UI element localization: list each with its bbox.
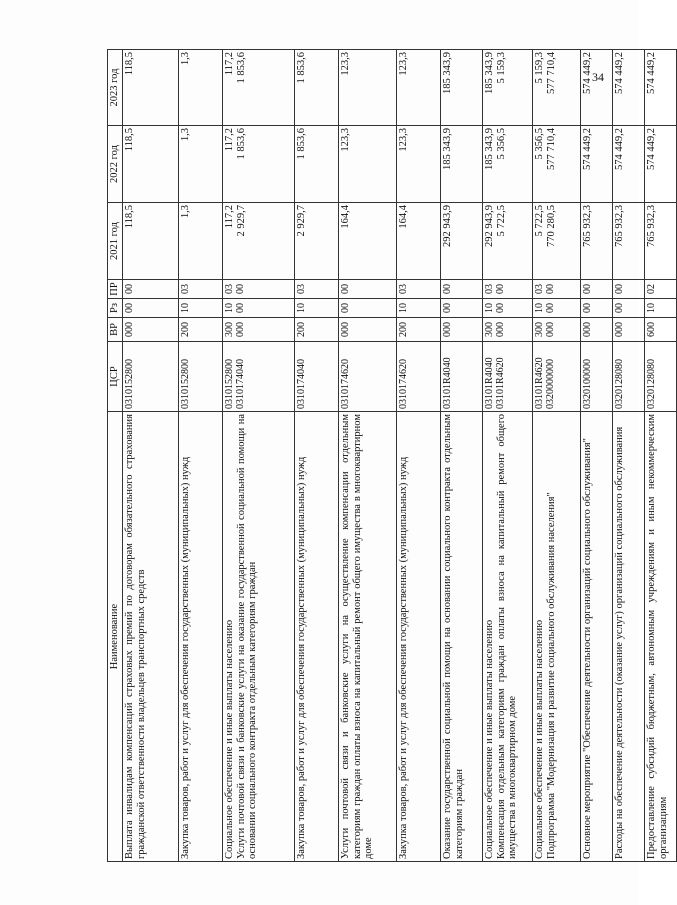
row-2023: 574 449,2 (612, 50, 644, 126)
row-2023-b: 577 710,4 (545, 52, 557, 94)
row-pr: 03 (294, 280, 338, 299)
row-name: Оказание государственной социальной помощи на основании социального контракта отдельным категориям граждан (440, 412, 482, 862)
row-2023 (222, 50, 294, 126)
row-2021-b: 770 280,5 (545, 205, 557, 247)
row-pr: 00 (440, 280, 482, 299)
row-vr-b: 000 (544, 322, 556, 337)
budget-table (107, 49, 677, 862)
row-vr: 000 (612, 318, 644, 342)
row-2023: 185 343,9 (440, 50, 482, 126)
row-2023-a: 5 159,3 (533, 52, 545, 84)
header-pr: ПР (108, 280, 123, 299)
row-name: Закупка товаров, работ и услуг для обеспечения государственных (муниципальных) нужд (396, 412, 440, 862)
row-rz-b: 00 (234, 303, 246, 313)
table-row (338, 50, 396, 862)
row-2022: 123,3 (396, 126, 440, 203)
row-name: Основное мероприятие "Обеспечение деятельности организаций социального обслуживания" (580, 412, 612, 862)
row-vr: 200 (396, 318, 440, 342)
row-2022: 1,3 (178, 126, 222, 203)
row-pr (482, 280, 532, 299)
row-2022: 574 449,2 (612, 126, 644, 203)
row-vr (532, 318, 580, 342)
row-2022-a: 185 343,9 (483, 128, 495, 170)
row-csr (482, 342, 532, 412)
page-number: 34 (592, 70, 604, 84)
row-vr: 200 (178, 318, 222, 342)
row-2022-b: 577 710,4 (545, 128, 557, 170)
row-name: Расходы на обеспечение деятельности (оказание услуг) организаций социального обслуживания (612, 412, 644, 862)
header-2022: 2022 год (108, 126, 123, 203)
row-2023-b: 1 853,6 (235, 52, 247, 84)
row-pr-b: 00 (494, 284, 506, 294)
row-rz: 00 (612, 299, 644, 318)
table-row (644, 50, 676, 862)
header-name: Наименование (108, 412, 123, 862)
row-csr-b: 0310174040 (234, 359, 246, 409)
row-2022: 574 449,2 (580, 126, 612, 203)
row-pr: 02 (644, 280, 676, 299)
row-2021: 164,4 (338, 203, 396, 280)
row-pr: 03 (178, 280, 222, 299)
row-2021: 292 943,9 (440, 203, 482, 280)
row-name: Выплата инвалидам компенсаций страховых премий по договорам обязательного страхования гражданской ответственности владельцев транспортных средств (122, 412, 178, 862)
table-row (122, 50, 178, 862)
row-vr-b: 000 (494, 322, 506, 337)
row-2021-b: 5 722,5 (495, 205, 507, 237)
row-2023: 1,3 (178, 50, 222, 126)
row-2021-a: 117,2 (223, 205, 235, 229)
row-rz: 00 (338, 299, 396, 318)
row-csr: 0310152800 (178, 342, 222, 412)
row-name (482, 412, 532, 862)
row-rz (482, 299, 532, 318)
table-row (294, 50, 338, 862)
row-2022-b: 5 356,5 (495, 128, 507, 160)
row-pr: 00 (612, 280, 644, 299)
row-name (532, 412, 580, 862)
row-pr-a: 03 (533, 284, 545, 294)
row-2022: 1 853,6 (294, 126, 338, 203)
row-2021-a: 292 943,9 (483, 205, 495, 247)
row-rz-a: 10 (483, 303, 495, 313)
row-vr: 000 (338, 318, 396, 342)
row-2022 (532, 126, 580, 203)
row-name (222, 412, 294, 862)
row-vr (482, 318, 532, 342)
row-rz: 00 (440, 299, 482, 318)
row-rz: 10 (644, 299, 676, 318)
row-pr-b: 00 (544, 284, 556, 294)
row-2022-a: 5 356,5 (533, 128, 545, 160)
table-row (396, 50, 440, 862)
row-rz (222, 299, 294, 318)
row-csr: 0310152800 (122, 342, 178, 412)
row-2023-a: 117,2 (223, 52, 235, 76)
row-vr: 000 (122, 318, 178, 342)
row-csr: 0310174620 (396, 342, 440, 412)
row-2021-b: 2 929,7 (235, 205, 247, 237)
row-rz: 00 (122, 299, 178, 318)
row-2023: 1 853,6 (294, 50, 338, 126)
row-2022-a: 117,2 (223, 128, 235, 152)
row-csr: 0320100000 (580, 342, 612, 412)
row-2022 (222, 126, 294, 203)
row-vr: 000 (440, 318, 482, 342)
row-csr-a: 0310152800 (223, 359, 235, 409)
row-csr-a: 03101R4040 (483, 357, 495, 409)
row-csr-b: 0320000000 (544, 359, 556, 409)
row-pr-b: 00 (234, 284, 246, 294)
table-row (532, 50, 580, 862)
row-2023: 574 449,2 (580, 50, 612, 126)
row-rz-a: 10 (533, 303, 545, 313)
row-2022: 123,3 (338, 126, 396, 203)
row-name-a: Социальное обеспечение и иные выплаты населению (483, 619, 495, 859)
row-csr (222, 342, 294, 412)
row-rz-b: 00 (494, 303, 506, 313)
table-header-row (108, 50, 123, 862)
row-2023 (532, 50, 580, 126)
row-2022-b: 1 853,6 (235, 128, 247, 160)
header-csr: ЦСР (108, 342, 123, 412)
row-name-a: Социальное обеспечение и иные выплаты населению (533, 619, 545, 859)
rotated-table-block (107, 50, 669, 862)
table-row (612, 50, 644, 862)
header-rz: Рз (108, 299, 123, 318)
row-2022: 185 343,9 (440, 126, 482, 203)
row-rz: 10 (294, 299, 338, 318)
row-2023-a: 185 343,9 (483, 52, 495, 94)
row-2023-b: 5 159,3 (495, 52, 507, 84)
row-name-a: Социальное обеспечение и иные выплаты населению (223, 619, 235, 859)
table-row (440, 50, 482, 862)
row-pr (532, 280, 580, 299)
row-2021: 1,3 (178, 203, 222, 280)
row-name-b: Услуги почтовой связи и банковские услуги на оказание государственной социальной помощи на основании социального контракта отдельным категориям граждан (235, 414, 259, 859)
row-2023: 123,3 (396, 50, 440, 126)
table-row (580, 50, 612, 862)
row-2023 (482, 50, 532, 126)
header-2023: 2023 год (108, 50, 123, 126)
row-vr: 000 (580, 318, 612, 342)
row-name: Закупка товаров, работ и услуг для обеспечения государственных (муниципальных) нужд (294, 412, 338, 862)
row-pr: 00 (122, 280, 178, 299)
table-row (482, 50, 532, 862)
row-csr-a: 03101R4620 (533, 357, 545, 409)
row-csr: 0310174040 (294, 342, 338, 412)
row-2022: 118,5 (122, 126, 178, 203)
row-2021: 164,4 (396, 203, 440, 280)
row-vr: 600 (644, 318, 676, 342)
row-rz: 00 (580, 299, 612, 318)
row-name: Услуги почтовой связи и банковские услуги на осуществление компенсации отдельным категориям граждан оплаты взноса на капитальный ремонт общего имущества в многоквартирном доме (338, 412, 396, 862)
row-2022 (482, 126, 532, 203)
row-2023: 123,3 (338, 50, 396, 126)
row-2022: 574 449,2 (644, 126, 676, 203)
row-pr: 00 (580, 280, 612, 299)
row-pr: 00 (338, 280, 396, 299)
header-vr: ВР (108, 318, 123, 342)
row-2021: 765 932,3 (580, 203, 612, 280)
row-rz-a: 10 (223, 303, 235, 313)
row-vr-a: 300 (533, 322, 545, 337)
row-2021 (482, 203, 532, 280)
row-csr: 0310174620 (338, 342, 396, 412)
row-vr-b: 000 (234, 322, 246, 337)
row-csr (532, 342, 580, 412)
row-vr: 200 (294, 318, 338, 342)
row-2021: 765 932,3 (612, 203, 644, 280)
row-2023: 118,5 (122, 50, 178, 126)
row-name: Закупка товаров, работ и услуг для обеспечения государственных (муниципальных) нужд (178, 412, 222, 862)
row-pr (222, 280, 294, 299)
row-2021 (222, 203, 294, 280)
row-name-b: Компенсация отдельным категориям граждан оплаты взноса на капитальный ремонт общего имущества в многоквартирном доме (495, 414, 519, 859)
row-vr (222, 318, 294, 342)
row-csr: 0320128080 (644, 342, 676, 412)
row-pr-a: 03 (483, 284, 495, 294)
row-pr: 03 (396, 280, 440, 299)
row-rz-b: 00 (544, 303, 556, 313)
row-rz: 10 (178, 299, 222, 318)
row-2021-a: 5 722,5 (533, 205, 545, 237)
row-2021: 2 929,7 (294, 203, 338, 280)
row-name: Предоставление субсидий бюджетным, автономным учреждениям и иным некоммерческим организациям (644, 412, 676, 862)
table-row (178, 50, 222, 862)
row-2023: 574 449,2 (644, 50, 676, 126)
row-vr-a: 300 (483, 322, 495, 337)
row-rz (532, 299, 580, 318)
row-csr-b: 03101R4620 (494, 357, 506, 409)
row-pr-a: 03 (223, 284, 235, 294)
row-2021: 765 932,3 (644, 203, 676, 280)
row-rz: 10 (396, 299, 440, 318)
row-2021: 118,5 (122, 203, 178, 280)
row-2021 (532, 203, 580, 280)
row-name-b: Подпрограмма "Модернизация и развитие социального обслуживания населения" (545, 492, 557, 859)
row-vr-a: 300 (223, 322, 235, 337)
row-csr: 03101R4040 (440, 342, 482, 412)
table-row (222, 50, 294, 862)
row-csr: 0320128080 (612, 342, 644, 412)
header-2021: 2021 год (108, 203, 123, 280)
